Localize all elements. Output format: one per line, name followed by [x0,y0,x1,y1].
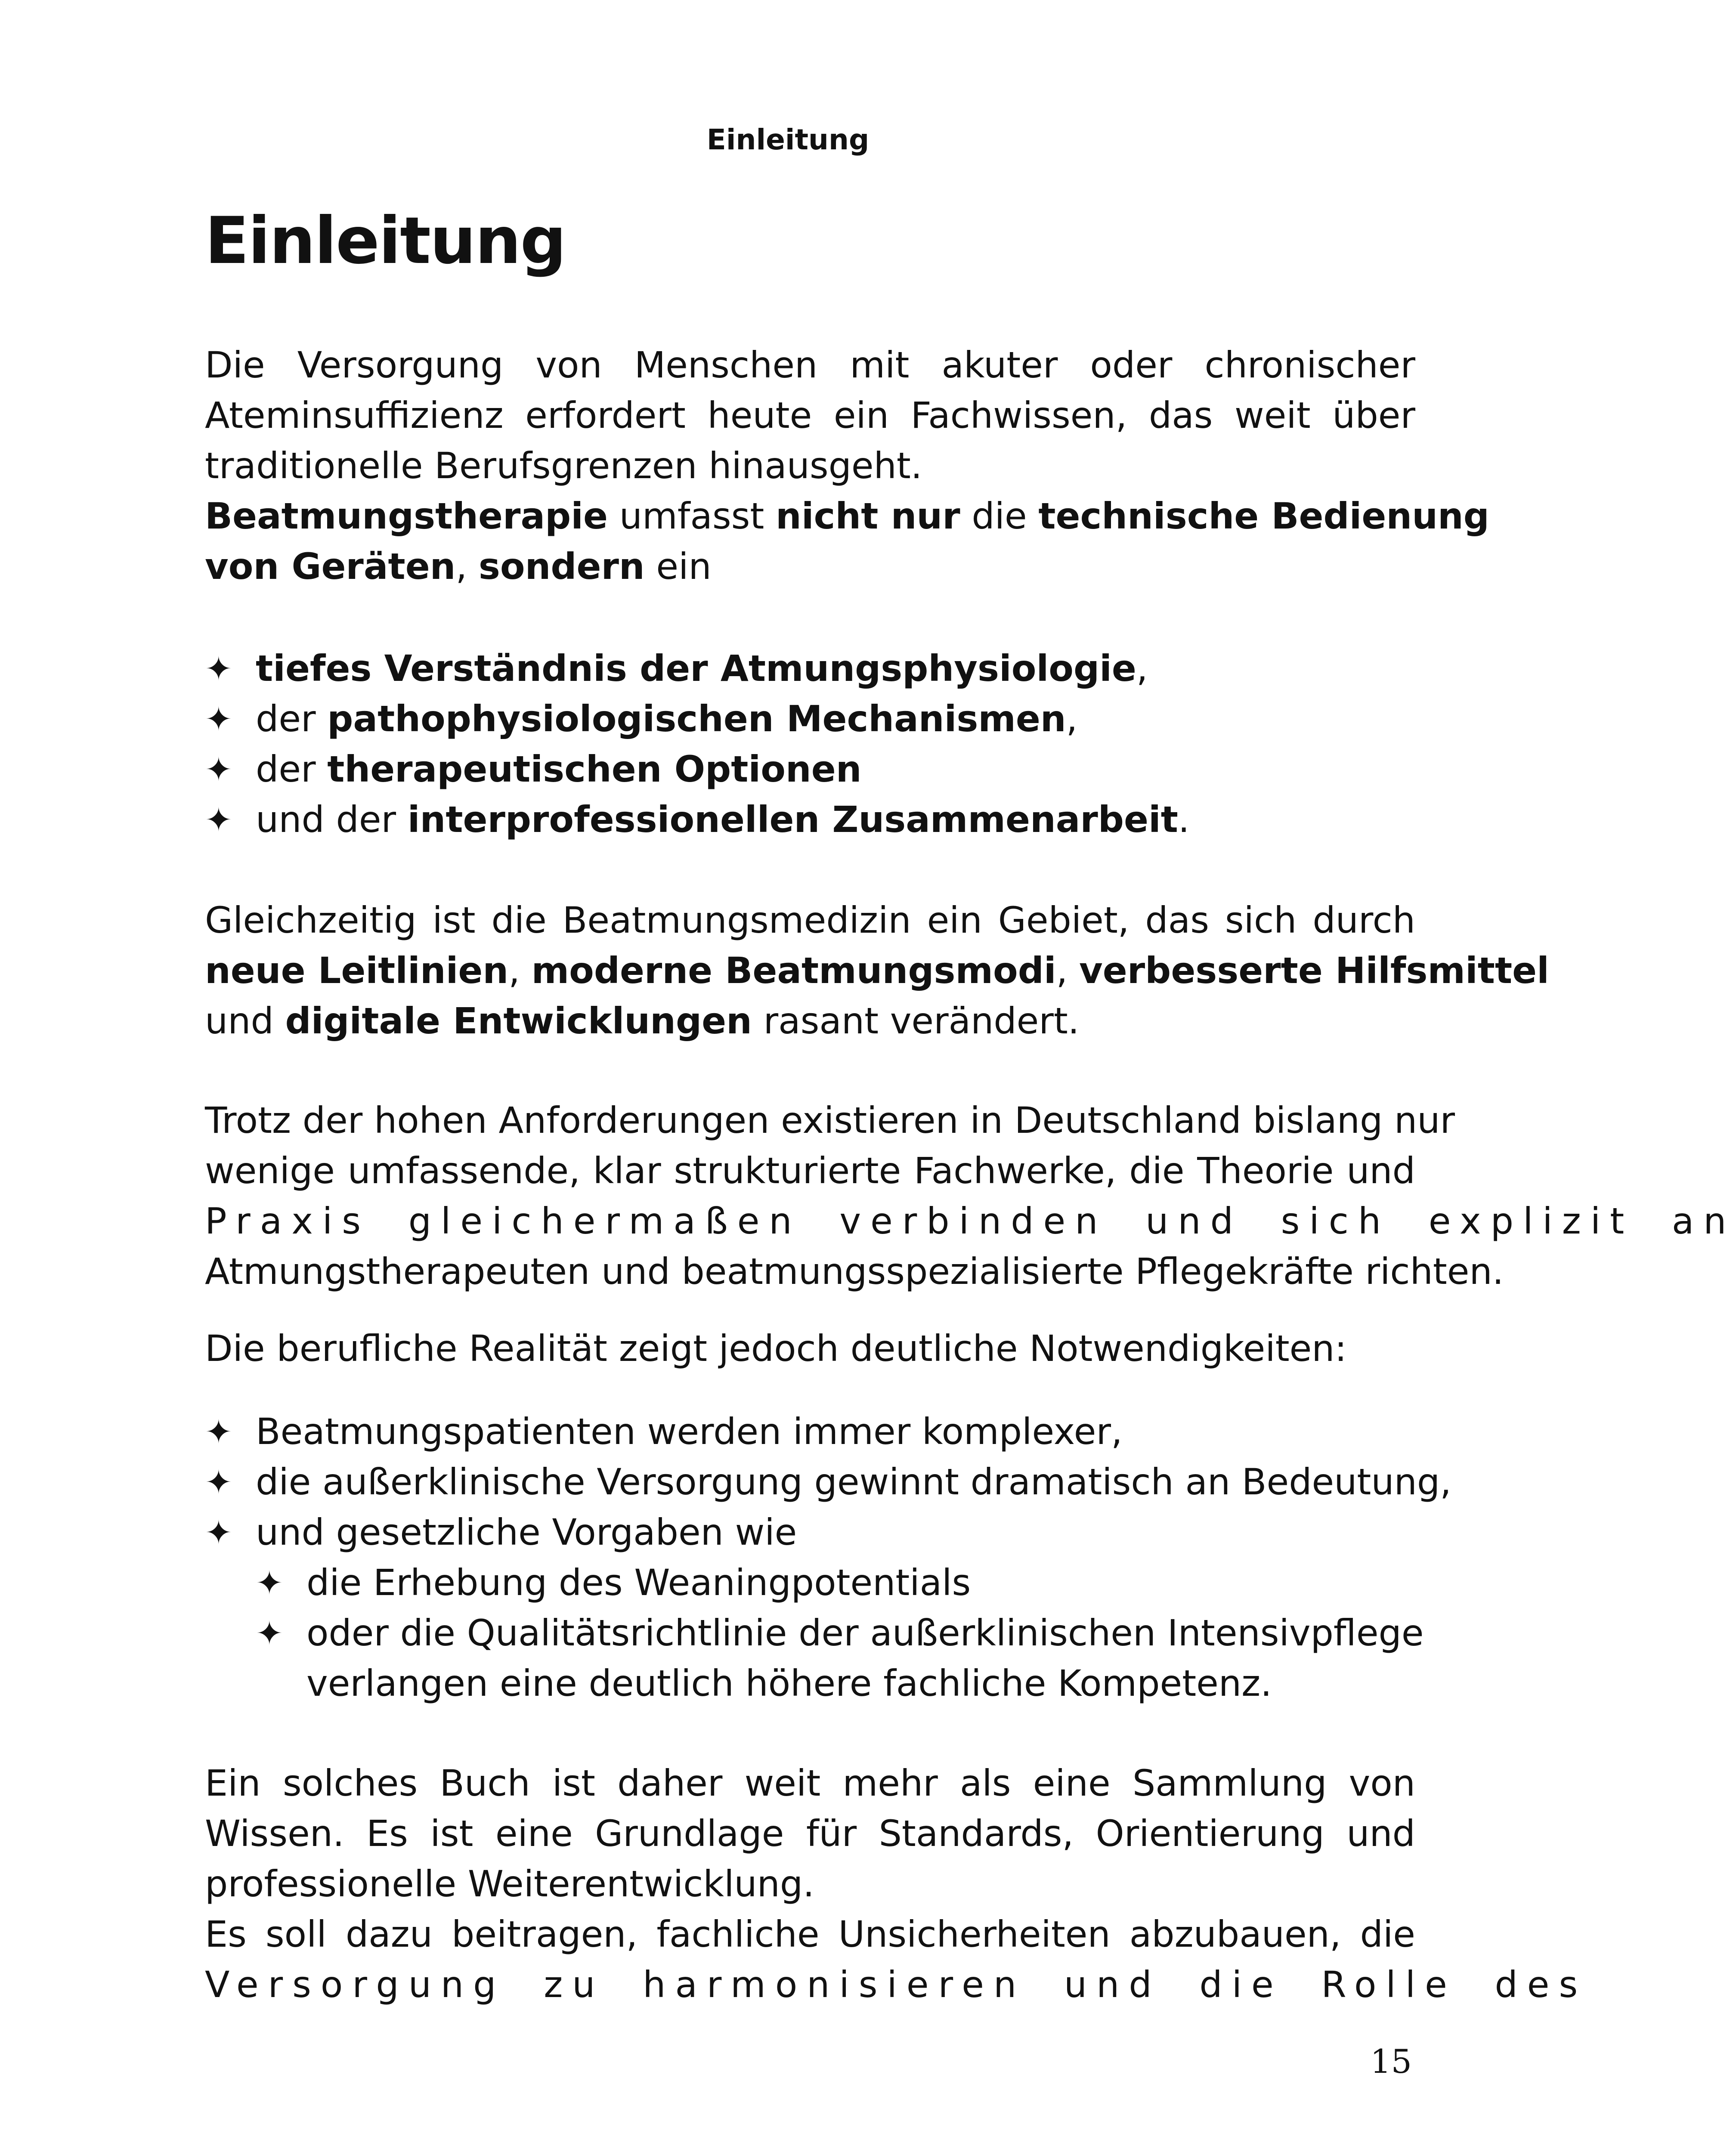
bold-term: sondern [478,545,645,587]
star-bullet-icon: ✦ [205,1513,232,1552]
chapter-title: Einleitung [205,204,566,278]
text-run: rasant verändert. [752,1000,1080,1042]
text-line [205,541,1415,592]
bold-term: Beatmungstherapie [205,495,608,537]
text-line: Die berufliche Realität zeigt jedoch deutliche Notwendigkeiten: [205,1327,1347,1370]
bold-term: tiefes Verständnis der Atmungsphysiologie [256,647,1136,690]
text-line: verlangen eine deutlich höhere fachliche Kompetenz. [306,1662,1272,1704]
text-run: umfasst [608,495,776,537]
bold-term: digitale Entwicklungen [285,1000,752,1042]
text-run: der [256,748,328,790]
list-item-text: die außerklinische Versorgung gewinnt dramatisch an Bedeutung, [256,1461,1451,1503]
text-line [205,491,1489,541]
text-line: wenige umfassende, klar strukturierte Fachwerke, die Theorie und [205,1150,1415,1192]
bold-term: technische Bedienung [1038,495,1489,537]
text-line [205,996,1415,1046]
paragraph [205,1758,1587,2010]
star-bullet-icon: ✦ [205,750,232,788]
list-item-text: die Erhebung des Weaningpotentials [306,1561,971,1604]
star-bullet-wrap [256,1608,306,1658]
text-line: Versorgung zu harmonisieren und die Rolle des [205,1963,1587,2006]
star-bullet-icon: ✦ [205,1463,232,1501]
text-line: Gleichzeitig ist die Beatmungsmedizin ein Gebiet, das sich durch [205,899,1415,941]
bold-term: von Geräten [205,545,456,587]
text-run: , [1136,647,1148,690]
list-item-text: Beatmungspatienten werden immer komplexer, [256,1410,1123,1453]
star-bullet-icon: ✦ [256,1614,283,1652]
text-run: der [256,698,328,740]
sub-list-text [306,1608,1424,1709]
page-number: 15 [1370,2042,1412,2081]
running-head: Einleitung [706,123,870,156]
text-line: Ein solches Buch ist daher weit mehr als eine Sammlung von [205,1762,1415,1804]
paragraph [205,1095,1736,1297]
sub-list-item [256,1558,971,1608]
text-line: professionelle Weiterentwicklung. [205,1863,814,1905]
text-line: Es soll dazu beitragen, fachliche Unsicherheiten abzubauen, die [205,1913,1415,1955]
text-run: und [205,1000,285,1042]
star-bullet-icon: ✦ [205,801,232,839]
text-run: die [960,495,1039,537]
list-item [205,1457,1451,1507]
text-line: Atmungstherapeuten und beatmungsspezialisierte Pflegekräfte richten. [205,1250,1504,1292]
star-bullet-icon: ✦ [205,700,232,738]
bold-term: nicht nur [776,495,960,537]
list-item-text: und gesetzliche Vorgaben wie [256,1511,797,1553]
text-line: Trotz der hohen Anforderungen existieren in Deutschland bislang nur [205,1099,1455,1141]
text-line: Praxis gleichermaßen verbinden und sich explizit an [205,1200,1736,1242]
list-item [205,795,1190,845]
text-line: Ateminsuffizienz erfordert heute ein Fachwissen, das weit über [205,394,1415,436]
text-run: . [1178,798,1190,841]
bold-term: pathophysiologischen Mechanismen [327,698,1066,740]
bold-term: neue Leitlinien [205,949,509,992]
text-run: und der [256,798,408,841]
bold-term: moderne Beatmungsmodi [531,949,1056,992]
text-run: ein [644,545,712,587]
star-bullet-icon: ✦ [205,1413,232,1451]
bold-term: verbesserte Hilfsmittel [1079,949,1549,992]
intro-paragraph [205,340,1489,592]
star-bullet-icon: ✦ [256,1564,283,1602]
list-item [205,694,1077,744]
text-line: Wissen. Es ist eine Grundlage für Standards, Orientierung und [205,1812,1415,1855]
text-run: , [508,949,532,992]
text-line [205,946,1549,996]
text-line: Die Versorgung von Menschen mit akuter oder chronischer [205,344,1415,386]
text-line: traditionelle Berufsgrenzen hinausgeht. [205,445,922,487]
list-item [205,744,862,795]
paragraph [205,895,1549,1046]
paragraph [205,1323,1415,1374]
bold-term: therapeutischen Optionen [327,748,862,790]
list-item [205,643,1148,694]
text-line: oder die Qualitätsrichtlinie der außerklinischen Intensivpflege [306,1612,1424,1654]
text-run: , [1066,698,1078,740]
list-item [205,1407,1123,1457]
list-item [205,1507,797,1558]
star-bullet-icon: ✦ [205,649,232,688]
text-run: , [455,545,479,587]
text-run: , [1056,949,1080,992]
bold-term: interprofessionellen Zusammenarbeit [407,798,1178,841]
